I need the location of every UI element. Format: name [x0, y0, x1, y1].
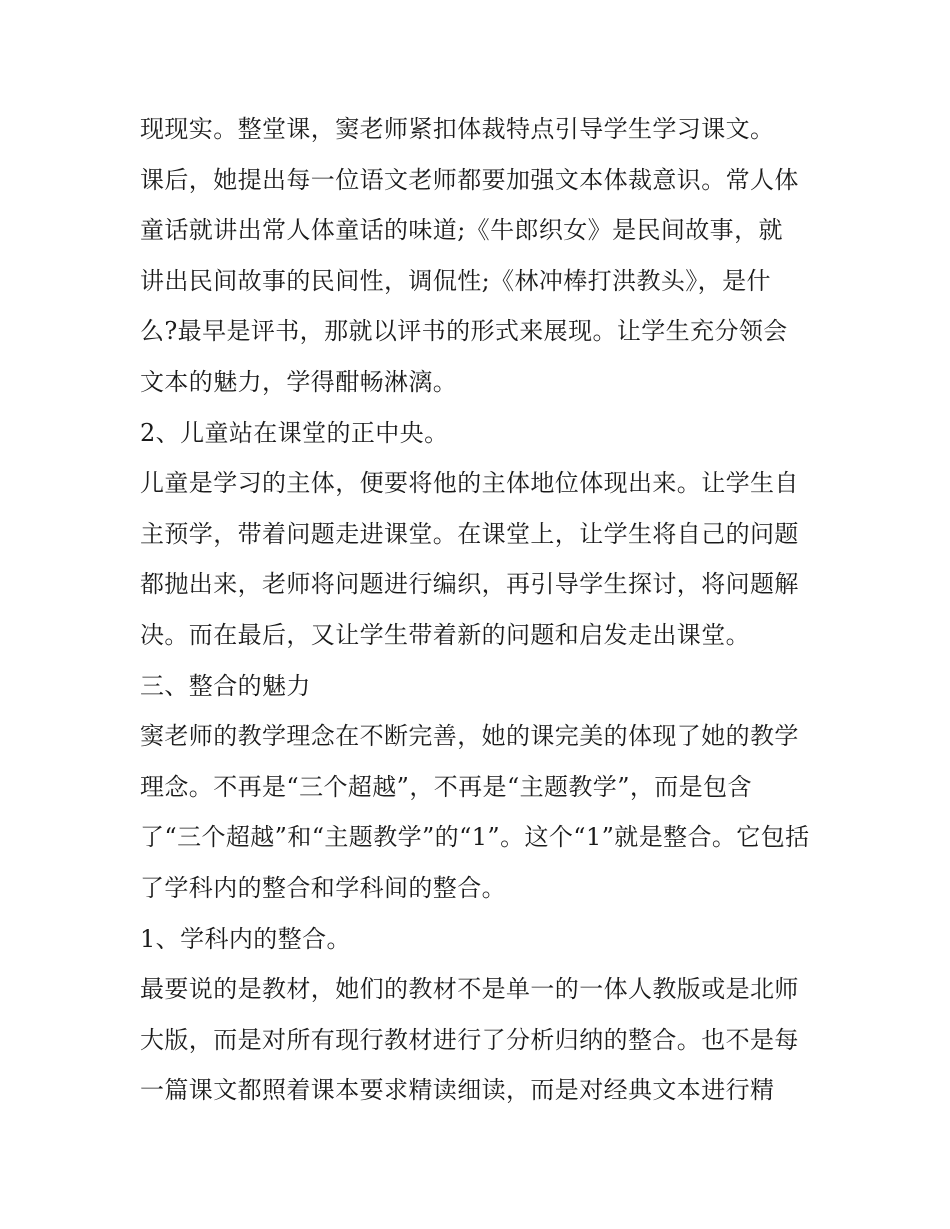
text-line: 窦老师的教学理念在不断完善，她的课完美的体现了她的教学 — [140, 722, 799, 751]
text-line: 了学科内的整合和学科间的整合。 — [140, 873, 506, 902]
text-line: 了“三个超越”和“主题教学”的“1”。这个“1”就是整合。它包括 — [140, 823, 810, 852]
text-line: 主预学，带着问题走进课堂。在课堂上，让学生将自己的问题 — [140, 519, 799, 548]
text-line: 课后，她提出每一位语文老师都要加强文本体裁意识。常人体 — [140, 165, 799, 194]
document-body — [140, 104, 820, 1116]
text-line: 文本的魅力，学得酣畅淋漓。 — [140, 367, 458, 396]
text-line: 讲出民间故事的民间性，调侃性;《林冲棒打洪教头》，是什 — [140, 266, 771, 295]
text-line: 大版，而是对所有现行教材进行了分析归纳的整合。也不是每 — [140, 1025, 799, 1054]
text-line: 现现实。整堂课，窦老师紧扣体裁特点引导学生学习课文。 — [140, 115, 775, 143]
text-line: 最要说的是教材，她们的教材不是单一的一体人教版或是北师 — [140, 975, 799, 1004]
text-line: 童话就讲出常人体童话的味道;《牛郎织女》是民间故事，就 — [140, 216, 783, 245]
text-line: 么?最早是评书，那就以评书的形式来展现。让学生充分领会 — [140, 317, 788, 346]
section-heading: 三、整合的魅力 — [140, 671, 311, 700]
text-line: 决。而在最后，又让学生带着新的问题和启发走出课堂。 — [140, 620, 750, 649]
text-line: 都抛出来，老师将问题进行编织，再引导学生探讨，将问题解 — [140, 570, 799, 599]
text-line: 儿童是学习的主体，便要将他的主体地位体现出来。让学生自 — [140, 469, 799, 498]
text-line: 理念。不再是“三个超越”，不再是“主题教学”，而是包含 — [140, 772, 752, 801]
section-subheading: 2、儿童站在课堂的正中央。 — [140, 418, 449, 447]
text-line: 一篇课文都照着课本要求精读细读，而是对经典文本进行精 — [140, 1076, 775, 1105]
section-subheading: 1、学科内的整合。 — [140, 924, 351, 953]
